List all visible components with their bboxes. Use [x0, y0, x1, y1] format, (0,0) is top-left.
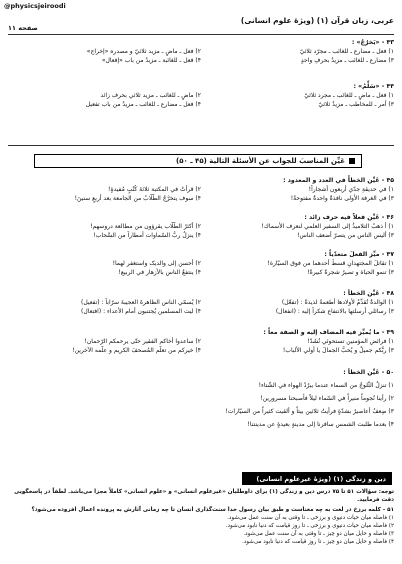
option-2[interactable]: ۲) ماضٍ ـ للغائب ـ مزید ثلاثي بحرف زائد: [100, 92, 201, 99]
question-label: ۴۷ - میِّز الفعلَ متعدّیاً :: [324, 251, 394, 258]
question-label: ۴۶ - عَیِّن فعلاً فیه حرف زائد :: [304, 214, 394, 221]
option-4[interactable]: ۴) فاصله و حایل میان دو چیز ـ تا روز قیامت که دنیا نابود می‌شود.: [241, 539, 394, 545]
option-1[interactable]: ۱) فرائض المؤمنین تستحوئي نُشَدّ!: [307, 338, 394, 345]
header-divider: [8, 34, 394, 35]
option-2[interactable]: ۲) أحسن إلی والدیک واستغفر لهما!: [112, 260, 201, 267]
option-1[interactable]: ۱) في حدیقةِ جدّي أربعون أشجاراً!: [308, 186, 394, 193]
option-3[interactable]: ۳) في الغرفة الأُولی نافذةٌ واحدةٌ مفتوحةٌ!: [290, 195, 394, 202]
option-3[interactable]: ۳) ألیس الناس من یتصرّ أضعف الناس!: [297, 232, 394, 239]
channel-handle: @physicsjeiroodi: [4, 2, 66, 10]
option-4[interactable]: ۴) ینتفعُ الناس بالأزهار في الربیع!: [118, 269, 201, 276]
question-45: [8, 176, 394, 203]
question-label: ۵۰ - عَیِّن الخطأ :: [343, 369, 394, 376]
question-48: [8, 289, 394, 316]
section-banner: دین و زندگی (۱) (ویژهٔ غیرعلوم انسانی): [242, 472, 392, 485]
option-4[interactable]: ۴) خیرکم من تعلّم المُصحفَ الکریم و علّمه الآخرین!: [72, 347, 201, 354]
page-number: صفحه ۱۱: [8, 24, 38, 32]
option-4[interactable]: ۴) بعدما طلبت الشمس سافرنا إلی مدینةٍ بعیدةٍ عن مدینتنا!: [247, 421, 394, 428]
option-2[interactable]: ۲) أکثرُ الطُّلّاب یقرؤون من مطالعة دروسهم!: [90, 223, 201, 230]
option-2[interactable]: ۲) ساعدوا أخاکم الفقیر حتّی یرحمکم الرّحمان!: [84, 338, 201, 345]
notice-text: توجه: سؤالات ۵۱ تا ۷۵ درس دین و زندگی (۱) برای داوطلبان «غیرعلوم انسانی» و «علوم انسانی» کاملاً مجزا می‌باشد. لطفاً در پاسخگویی دقت فرمایید.: [14, 489, 394, 503]
question-43: [8, 38, 394, 65]
option-3[interactable]: ۳) ضِعفُ أعاصیرُ بشدّةٍ فرأیتُ ثلاثین بیتاً و ألقیت کثیراً من السیّارات!: [225, 408, 394, 415]
option-4[interactable]: ۴) ینزلُ ربُّ السّماوات أمطاراً من السَّحاب!: [93, 232, 201, 239]
question-51: [8, 506, 394, 546]
question-50: [8, 368, 394, 429]
option-2[interactable]: ۲) فعل ـ ماضٍ ـ مزید ثلاثيّ و مصدره «إخراج»: [86, 48, 201, 55]
question-49: [8, 328, 394, 355]
option-1[interactable]: ۱) فعل ـ ماضٍ ـ للغائب ـ مجرد ثلاثيّ: [304, 92, 394, 99]
option-3[interactable]: ۳) فاصله و حایل میان دو چیز ـ تا وقتی به آن سنت عمل می‌شود.: [243, 531, 394, 537]
option-4[interactable]: ۴) لیت المسلمین یُجتنبون أمام الأعداء : (افتعال): [81, 308, 201, 315]
question-label: ۴۳ - «یَخرُجُ» :: [351, 39, 394, 46]
question-label: ۴۴ - «سَلِّمْ» :: [353, 83, 394, 90]
section-note: [8, 488, 394, 546]
question-46: [8, 213, 394, 240]
option-2[interactable]: ۲) رأینا نُجوماً منیراً في السّماء لیلاً فأصبحنا مسرورین!: [260, 395, 394, 402]
question-47: [8, 250, 394, 277]
square-bullet-icon: [349, 158, 355, 164]
option-1[interactable]: ۱) تنزلُ الثّلوجُ من السماء عندما یبرُدُ الهواء في الشّتاء!: [258, 382, 394, 389]
option-3[interactable]: ۳) تنمو الحیاة و تصیرُ شجرةً کبیرةً!: [307, 269, 394, 276]
option-1[interactable]: ۱) الوالدةُ تُقدِّمُ لأولادها أطعمةً لذیذةً : (تفعّل): [281, 299, 394, 306]
option-1[interactable]: ۱) أ ذهبُ التلامیذُ إلی السفیر العلمي لنعرف الأسماك!: [261, 223, 394, 230]
instruction-text: عَیِّن المناسبَ للجواب عن الأسئلة التالیة (۴۵ ـ ۵۰): [176, 157, 345, 165]
instruction-box: [34, 154, 362, 168]
option-3[interactable]: ۳) رسائلي أرسلتها بالانتفاع شکراً إلیه : (انفعال): [275, 308, 394, 315]
page-header: [8, 16, 394, 34]
option-3[interactable]: ۳) مضارع ـ للغائب ـ مزیدٌ بحرفِ واحدٍ: [300, 57, 394, 64]
option-1[interactable]: ۱) تقاتلَ المجتهدانِ قسطَ أحدهما من فوق السیّارة!: [267, 260, 394, 267]
question-label: ۴۹ - ما یُمیِّز فیه المضاف إلیه و الصفة معاً :: [263, 329, 394, 336]
option-4[interactable]: ۴) فعل ـ مضارع ـ للغائب ـ مزیدٌ من باب تفعیل: [85, 101, 201, 108]
option-3[interactable]: ۳) ربُّکم جمیلٌ و یُحبُّ الجمالَ یا أُولي الألباب!: [282, 347, 394, 354]
option-3[interactable]: ۳) أمر ـ للمخاطب ـ مزیدٌ ثلاثيّ: [318, 101, 394, 108]
option-4[interactable]: ۴) فعل ـ للغائبة ـ مزیدٌ من باب «إفعال»: [101, 57, 201, 64]
option-1[interactable]: ۱) فاصله میان حیات دنیوی و برزخی ـ تا وقتی به آن سنت عمل می‌شود.: [227, 515, 394, 521]
option-1[interactable]: ۱) فعل ـ مضارع ـ للغائب ـ مجرّد ثلاثيّ: [299, 48, 394, 55]
question-label: ۴۸ - عَیِّن الخطأ :: [343, 290, 394, 297]
page-title: عربی، زبان قرآن (۱) (ویژهٔ علوم انسانی): [240, 16, 394, 25]
question-label: ۴۵ - عَیِّن الخطأَ في العدد و المعدود :: [283, 177, 394, 184]
option-2[interactable]: ۲) قرأتُ في المکتبة ثلاثةَ کُتُبٍ مُفیدةٍ!: [108, 186, 201, 193]
question-44: [8, 82, 394, 109]
question-label: ۵۱ - کلمه برزخ در لغت به چه معناست و طبق بیان رسول خدا سنت‌گذاری انسان تا چه زمانی آثارش به پرونده اعمال افزوده می‌شود؟: [31, 507, 394, 513]
option-4[interactable]: ۴) سوف یتخرَّجُ الطُّلّابُ من الجامعة بعد أربعِ سنینَ!: [74, 195, 201, 202]
section-divider: [8, 145, 394, 146]
option-2[interactable]: ۲) یُسمّي الناس الظاهرةَ العجیبةَ سرّاباً : (تفعیل): [81, 299, 201, 306]
option-2[interactable]: ۲) فاصله میان حیات دنیوی و برزخی ـ تا روز قیامت که دنیا نابود می‌شود.: [225, 523, 394, 529]
